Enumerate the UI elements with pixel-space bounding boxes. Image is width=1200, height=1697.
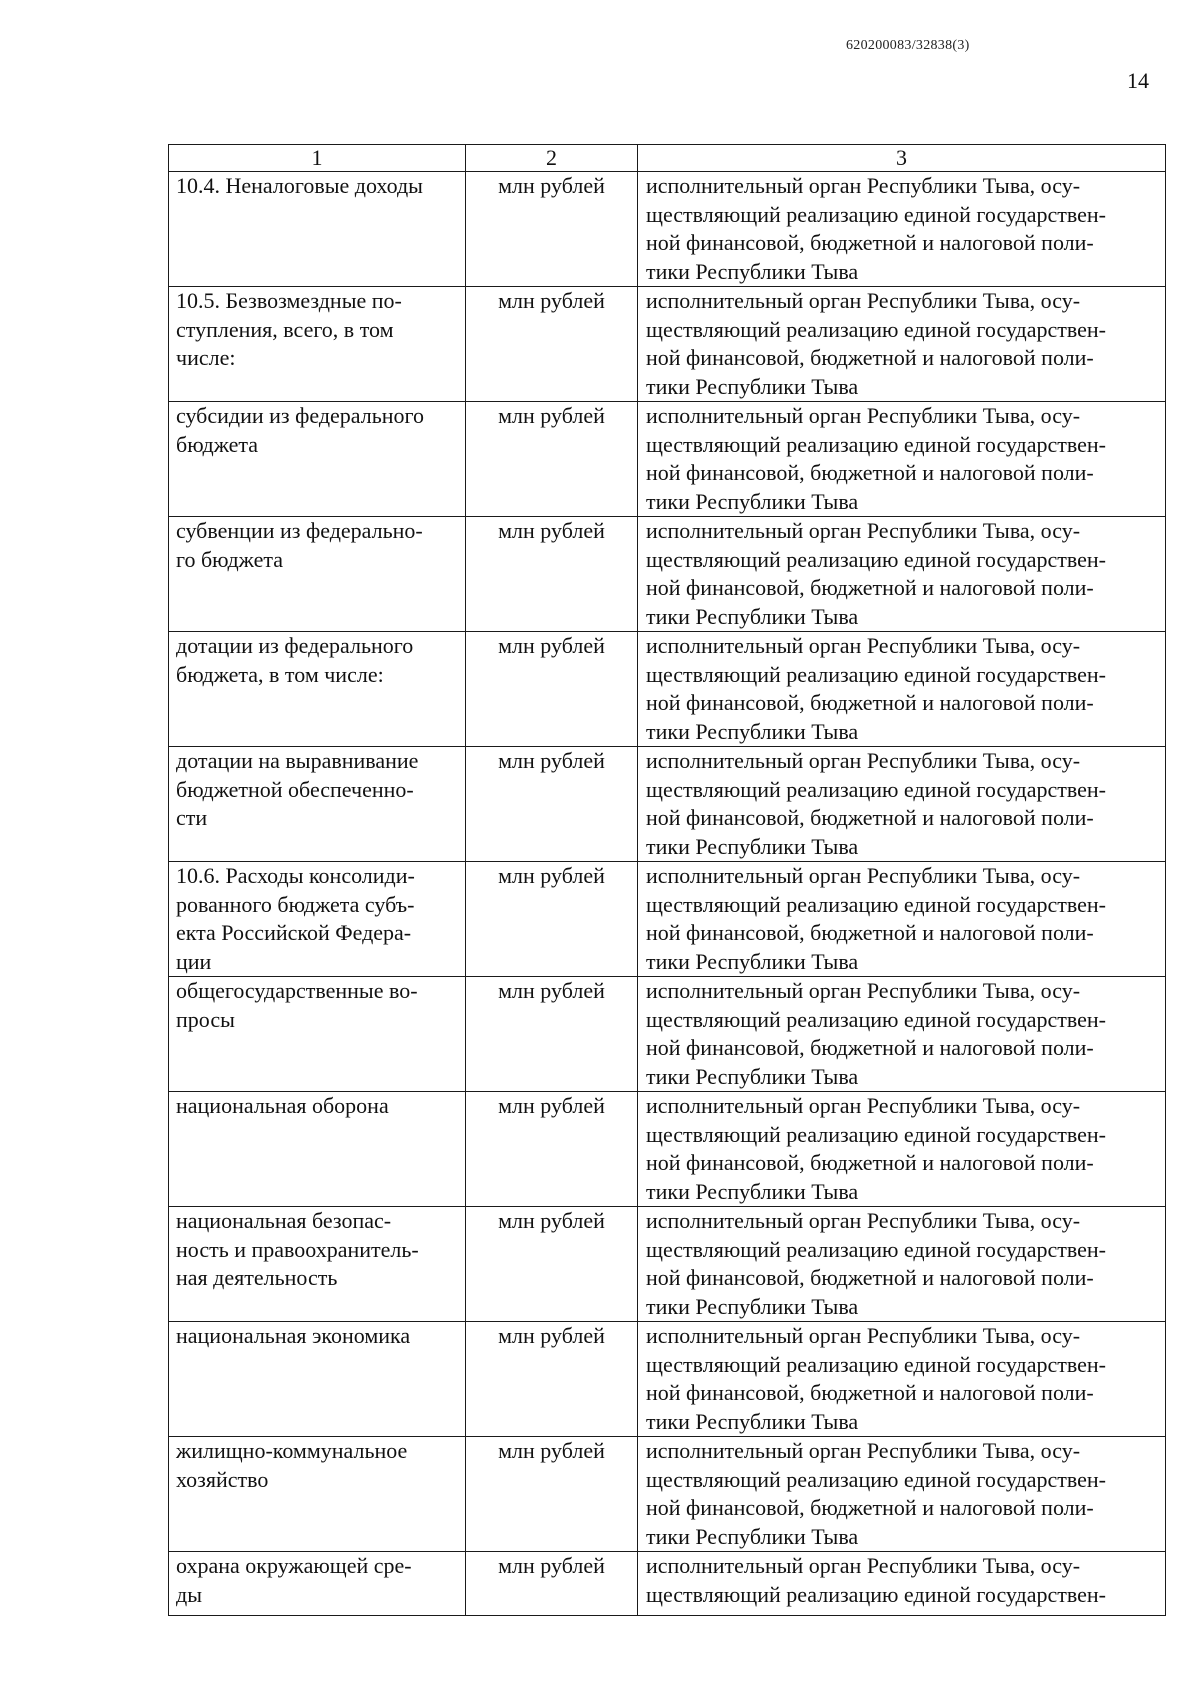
indicator-name-line: хозяйство: [176, 1466, 269, 1492]
indicator-name-line: жилищно-коммунальное: [176, 1438, 408, 1463]
unit-cell: млн рублей: [466, 1092, 638, 1207]
page-number: 14: [1127, 68, 1149, 93]
indicator-name-line: рованного бюджета субъ-: [176, 891, 415, 917]
indicator-name-line: просы: [176, 1006, 235, 1032]
responsible-body-text: [646, 1322, 1159, 1436]
indicator-name-line: сти: [176, 805, 208, 830]
column-header-2: 2: [466, 145, 638, 172]
responsible-body-line: тики Республики Тыва: [646, 1523, 859, 1549]
responsible-body-text: [646, 977, 1159, 1091]
responsible-body-line: ной финансовой, бюджетной и налоговой поли-: [646, 575, 1094, 600]
column-header-1: 1: [169, 145, 466, 172]
table-row: [169, 1092, 1166, 1207]
responsible-body-line: исполнительный орган Республики Тыва, осу-: [646, 748, 1081, 773]
responsible-body-cell: [638, 977, 1166, 1092]
responsible-body-line: ной финансовой, бюджетной и налоговой поли-: [646, 1380, 1094, 1405]
indicator-name-cell: [169, 747, 466, 862]
indicator-name-line: дотации на выравнивание: [176, 748, 419, 773]
unit-cell: млн рублей: [466, 517, 638, 632]
responsible-body-cell: [638, 1207, 1166, 1322]
responsible-body-line: ществляющий реализацию единой государствен-: [646, 546, 1106, 572]
indicator-name-line: бюджетной обеспеченно-: [176, 776, 414, 802]
unit-cell: млн рублей: [466, 402, 638, 517]
responsible-body-cell: [638, 402, 1166, 517]
responsible-body-line: ной финансовой, бюджетной и налоговой поли-: [646, 805, 1094, 830]
unit-cell: млн рублей: [466, 287, 638, 402]
responsible-body-line: ществляющий реализацию единой государствен-: [646, 776, 1106, 802]
unit-cell: млн рублей: [466, 977, 638, 1092]
indicator-name-cell: [169, 172, 466, 287]
responsible-body-text: [646, 517, 1159, 631]
indicator-name-cell: [169, 862, 466, 977]
indicator-name-cell: [169, 977, 466, 1092]
responsible-body-cell: [638, 1552, 1166, 1616]
unit-cell: млн рублей: [466, 862, 638, 977]
indicator-name-line: ступления, всего, в том: [176, 316, 394, 342]
responsible-body-line: тики Республики Тыва: [646, 1293, 859, 1319]
indicator-name-line: национальная безопас-: [176, 1208, 392, 1233]
responsible-body-line: ной финансовой, бюджетной и налоговой поли-: [646, 460, 1094, 485]
responsible-body-line: исполнительный орган Республики Тыва, осу-: [646, 1323, 1081, 1348]
responsible-body-text: [646, 1437, 1159, 1551]
responsible-body-line: ной финансовой, бюджетной и налоговой поли-: [646, 920, 1094, 945]
indicator-name-cell: [169, 1207, 466, 1322]
table-row: [169, 172, 1166, 287]
table-body: [169, 172, 1166, 1616]
responsible-body-line: ществляющий реализацию единой государствен-: [646, 431, 1106, 457]
responsible-body-line: тики Республики Тыва: [646, 603, 859, 629]
unit-cell: млн рублей: [466, 1552, 638, 1616]
indicator-name-cell: [169, 1092, 466, 1207]
indicator-name-line: бюджета: [176, 431, 259, 457]
responsible-body-cell: [638, 172, 1166, 287]
responsible-body-line: ной финансовой, бюджетной и налоговой поли-: [646, 1265, 1094, 1290]
indicator-name-line: охрана окружающей сре-: [176, 1553, 412, 1578]
unit-cell: млн рублей: [466, 747, 638, 862]
indicator-name-line: 10.6. Расходы консолиди-: [176, 863, 415, 888]
responsible-body-text: [646, 1092, 1159, 1206]
responsible-body-line: исполнительный орган Республики Тыва, осу-: [646, 518, 1081, 543]
responsible-body-line: исполнительный орган Республики Тыва, осу-: [646, 1438, 1081, 1463]
responsible-body-line: ществляющий реализацию единой государствен-: [646, 201, 1106, 227]
table-row: [169, 1437, 1166, 1552]
responsible-body-line: тики Республики Тыва: [646, 373, 859, 399]
responsible-body-text: [646, 402, 1159, 516]
indicator-name-cell: [169, 517, 466, 632]
responsible-body-cell: [638, 747, 1166, 862]
unit-cell: млн рублей: [466, 1437, 638, 1552]
responsible-body-line: ществляющий реализацию единой государствен-: [646, 891, 1106, 917]
responsible-body-text: [646, 747, 1159, 861]
indicator-name-line: дотации из федерального: [176, 633, 414, 658]
indicator-name-cell: [169, 632, 466, 747]
table-row: [169, 977, 1166, 1092]
table-row: [169, 632, 1166, 747]
responsible-body-text: [646, 632, 1159, 746]
responsible-body-line: исполнительный орган Республики Тыва, осу-: [646, 1208, 1081, 1233]
responsible-body-line: исполнительный орган Республики Тыва, осу-: [646, 288, 1081, 313]
table-row: [169, 1207, 1166, 1322]
indicator-name-cell: [169, 1552, 466, 1616]
responsible-body-line: тики Республики Тыва: [646, 718, 859, 744]
indicator-name-line: екта Российской Федера-: [176, 920, 412, 945]
indicator-name-cell: [169, 287, 466, 402]
table-row: [169, 287, 1166, 402]
responsible-body-line: исполнительный орган Республики Тыва, осу-: [646, 978, 1081, 1003]
responsible-body-cell: [638, 1437, 1166, 1552]
responsible-body-line: тики Республики Тыва: [646, 488, 859, 514]
table-row: [169, 1552, 1166, 1616]
indicator-name-line: го бюджета: [176, 546, 284, 572]
responsible-body-line: исполнительный орган Республики Тыва, осу-: [646, 173, 1081, 198]
table-row: [169, 747, 1166, 862]
responsible-body-line: исполнительный орган Республики Тыва, осу-: [646, 1093, 1081, 1118]
unit-cell: млн рублей: [466, 172, 638, 287]
indicator-name-line: ции: [176, 948, 212, 974]
indicator-name-line: бюджета, в том числе:: [176, 661, 384, 687]
responsible-body-cell: [638, 287, 1166, 402]
responsible-body-cell: [638, 632, 1166, 747]
responsible-body-line: исполнительный орган Республики Тыва, осу-: [646, 1553, 1081, 1578]
indicator-name-line: ды: [176, 1581, 202, 1607]
responsible-body-line: ществляющий реализацию единой государствен-: [646, 1121, 1106, 1147]
table-row: [169, 862, 1166, 977]
indicator-name-line: числе:: [176, 345, 236, 370]
responsible-body-line: ществляющий реализацию единой государствен-: [646, 661, 1106, 687]
table-row: [169, 402, 1166, 517]
indicator-name-line: субсидии из федерального: [176, 403, 425, 428]
responsible-body-text: [646, 287, 1159, 401]
indicator-name-line: субвенции из федерально-: [176, 518, 423, 543]
responsible-body-line: исполнительный орган Республики Тыва, осу-: [646, 863, 1081, 888]
column-header-3: 3: [638, 145, 1166, 172]
unit-cell: млн рублей: [466, 1322, 638, 1437]
indicator-name-line: ность и правоохранитель-: [176, 1236, 419, 1262]
indicator-name-cell: [169, 402, 466, 517]
indicator-name-line: национальная экономика: [176, 1323, 411, 1348]
table-row: [169, 1322, 1166, 1437]
responsible-body-line: ществляющий реализацию единой государствен-: [646, 1236, 1106, 1262]
responsible-body-line: ной финансовой, бюджетной и налоговой поли-: [646, 1495, 1094, 1520]
responsible-body-line: тики Республики Тыва: [646, 1063, 859, 1089]
responsible-body-line: ной финансовой, бюджетной и налоговой поли-: [646, 690, 1094, 715]
responsible-body-text: [646, 1552, 1159, 1610]
unit-cell: млн рублей: [466, 632, 638, 747]
responsible-body-line: ществляющий реализацию единой государствен-: [646, 1581, 1106, 1607]
responsible-body-line: ществляющий реализацию единой государствен-: [646, 1351, 1106, 1377]
indicator-name-cell: [169, 1437, 466, 1552]
responsible-body-line: ществляющий реализацию единой государствен-: [646, 1006, 1106, 1032]
responsible-body-cell: [638, 1092, 1166, 1207]
responsible-body-line: тики Республики Тыва: [646, 833, 859, 859]
table-row: [169, 517, 1166, 632]
responsible-body-text: [646, 172, 1159, 286]
indicator-name-line: 10.5. Безвозмездные по-: [176, 288, 402, 313]
responsible-body-cell: [638, 862, 1166, 977]
table-header-row: [169, 145, 1166, 172]
responsible-body-line: исполнительный орган Республики Тыва, осу-: [646, 403, 1081, 428]
responsible-body-line: ной финансовой, бюджетной и налоговой поли-: [646, 230, 1094, 255]
responsible-body-line: тики Республики Тыва: [646, 948, 859, 974]
responsible-body-text: [646, 862, 1159, 976]
responsible-body-line: ной финансовой, бюджетной и налоговой поли-: [646, 1150, 1094, 1175]
indicator-name-cell: [169, 1322, 466, 1437]
responsible-body-cell: [638, 517, 1166, 632]
responsible-body-line: тики Республики Тыва: [646, 258, 859, 284]
responsible-body-line: тики Республики Тыва: [646, 1408, 859, 1434]
indicator-name-line: общегосударственные во-: [176, 978, 418, 1003]
indicator-name-line: национальная оборона: [176, 1093, 389, 1118]
responsible-body-line: исполнительный орган Республики Тыва, осу-: [646, 633, 1081, 658]
document-code: 620200083/32838(3): [846, 38, 970, 53]
indicator-name-line: ная деятельность: [176, 1265, 338, 1290]
indicator-name-line: 10.4. Неналоговые доходы: [176, 173, 423, 198]
responsible-body-line: ществляющий реализацию единой государствен-: [646, 316, 1106, 342]
indicators-table: [168, 144, 1166, 1616]
responsible-body-line: тики Республики Тыва: [646, 1178, 859, 1204]
responsible-body-text: [646, 1207, 1159, 1321]
unit-cell: млн рублей: [466, 1207, 638, 1322]
responsible-body-cell: [638, 1322, 1166, 1437]
responsible-body-line: ной финансовой, бюджетной и налоговой поли-: [646, 1035, 1094, 1060]
responsible-body-line: ществляющий реализацию единой государствен-: [646, 1466, 1106, 1492]
responsible-body-line: ной финансовой, бюджетной и налоговой поли-: [646, 345, 1094, 370]
